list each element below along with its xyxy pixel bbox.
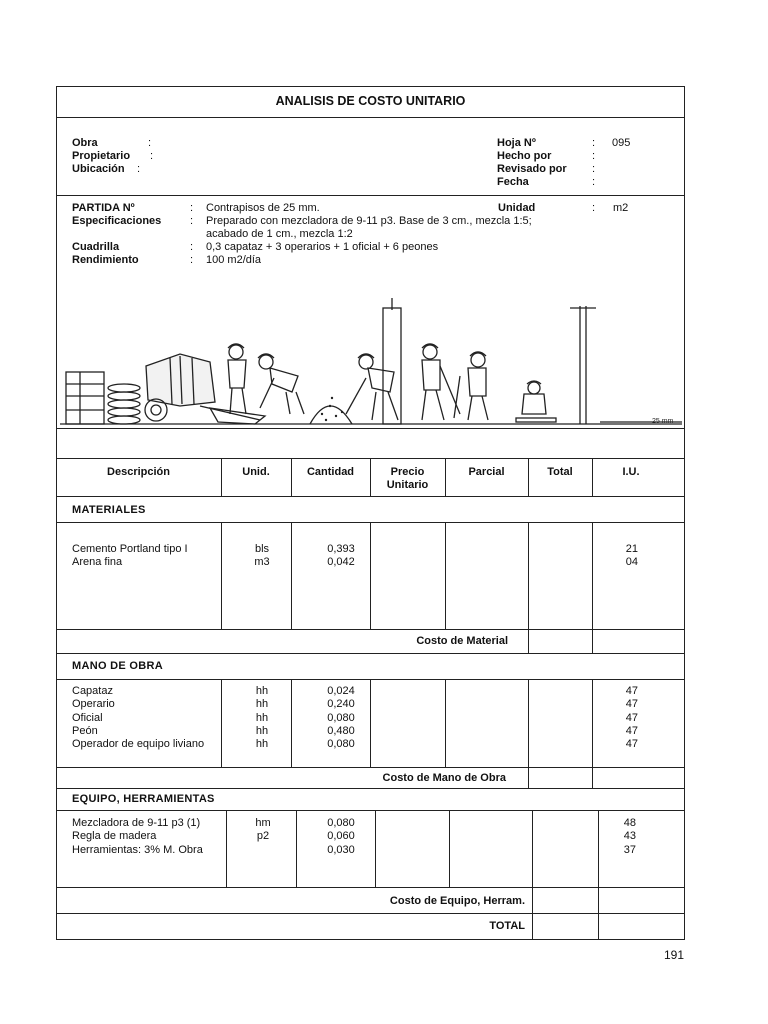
list-item: 0,080 (327, 738, 355, 751)
list-item (222, 844, 304, 857)
equipo-section-title: EQUIPO, HERRAMIENTAS (72, 793, 215, 805)
cuadrilla-value: 0,3 capataz + 3 operarios + 1 oficial + 6 peones (206, 241, 439, 253)
sheet-title: ANALISIS DE COSTO UNITARIO (275, 94, 466, 108)
list-item: 37 (623, 843, 636, 856)
divider (56, 629, 685, 630)
costo-material-label: Costo de Material (416, 635, 508, 647)
total-label: TOTAL (489, 920, 525, 932)
list-item: 47 (625, 711, 638, 724)
divider (56, 887, 685, 888)
divider (56, 810, 685, 811)
col-sep (445, 679, 446, 767)
colon: : (190, 241, 194, 253)
especificaciones-line2: acabado de 1 cm., mezcla 1:2 (206, 228, 353, 240)
partida-value: Contrapisos de 25 mm. (206, 202, 320, 214)
col-header-cantidad: Cantidad (306, 466, 355, 478)
col-sep (528, 767, 529, 788)
rendimiento-label: Rendimiento (72, 254, 139, 266)
especificaciones-line1: Preparado con mezcladora de 9-11 p3. Base de 3 cm., mezcla 1:5; (206, 215, 532, 227)
colon: : (592, 163, 596, 175)
col-header-descripcion: Descripción (107, 466, 170, 478)
col-header-parcial: Parcial (468, 466, 505, 478)
colon: : (190, 254, 194, 266)
list-item: 43 (623, 830, 636, 843)
obra-label: Obra (72, 137, 98, 149)
list-item: Arena fina (72, 556, 123, 569)
list-item: 0,024 (327, 685, 355, 697)
list-item: hh (255, 724, 269, 737)
list-item: Mezcladora de 9-11 p3 (1) (72, 817, 201, 829)
list-item: bls (254, 543, 270, 555)
divider (56, 653, 685, 654)
especificaciones-label: Especificaciones (72, 215, 162, 227)
costo-mano-de-obra-label: Costo de Mano de Obra (382, 772, 506, 784)
hoja-label: Hoja Nº (497, 137, 536, 149)
list-item: 0,030 (327, 843, 355, 856)
col-sep (221, 522, 222, 629)
col-sep (528, 679, 529, 767)
col-sep (592, 458, 593, 496)
divider (56, 117, 685, 118)
hoja-value: 095 (612, 137, 631, 149)
list-item: hh (255, 685, 269, 697)
cuadrilla-label: Cuadrilla (72, 241, 120, 253)
colon: : (592, 202, 596, 214)
list-item: Peón (72, 724, 98, 737)
list-item: 0,240 (327, 698, 355, 711)
divider (56, 428, 685, 429)
col-sep (291, 522, 292, 629)
mano-de-obra-descripciones (72, 685, 204, 751)
materiales-unidades (221, 543, 303, 570)
equipo-iu (592, 817, 636, 857)
materiales-descripciones (72, 543, 188, 570)
list-item: 47 (625, 738, 638, 751)
ubicacion-label: Ubicación (72, 163, 125, 175)
list-item: 0,480 (327, 724, 355, 737)
col-sep (449, 810, 450, 887)
col-sep (291, 458, 292, 496)
list-item: hh (255, 711, 269, 724)
unidad-label: Unidad (498, 202, 536, 214)
colon: : (137, 163, 141, 175)
rendimiento-value: 100 m2/día (206, 254, 262, 266)
list-item: 0,042 (327, 556, 355, 569)
partida-label: PARTIDA Nº (72, 202, 135, 214)
list-item: Capataz (72, 685, 113, 697)
mano-de-obra-unidades (221, 685, 303, 751)
mano-de-obra-section-title: MANO DE OBRA (72, 660, 163, 672)
colon: : (592, 176, 596, 188)
col-sep (528, 458, 529, 496)
colon: : (592, 137, 596, 149)
costo-equipo-label: Costo de Equipo, Herram. (389, 895, 525, 907)
mano-de-obra-cantidades (300, 685, 382, 751)
col-header-iu: I.U. (622, 466, 640, 478)
propietario-label: Propietario (72, 150, 131, 162)
divider (56, 496, 685, 497)
materiales-cantidades (300, 543, 382, 570)
equipo-unidades (222, 817, 304, 857)
divider (56, 788, 685, 789)
col-sep (370, 522, 371, 629)
list-item: Operario (72, 698, 115, 711)
thickness-annotation: 25 mm (652, 418, 674, 425)
col-header-precio-line1: Precio (390, 466, 425, 478)
list-item: 0,393 (327, 543, 355, 555)
list-item: Regla de madera (72, 830, 157, 843)
hecho-label: Hecho por (497, 150, 552, 162)
col-header-total: Total (547, 466, 573, 478)
fecha-label: Fecha (497, 176, 529, 188)
list-item: hh (255, 738, 269, 751)
list-item: Cemento Portland tipo I (72, 543, 188, 555)
divider (56, 913, 685, 914)
list-item: 47 (625, 698, 638, 711)
list-item: 04 (625, 556, 638, 569)
col-sep (528, 629, 529, 653)
unidad-value: m2 (613, 202, 629, 214)
col-sep (221, 458, 222, 496)
list-item: 0,080 (327, 817, 355, 829)
col-sep (445, 522, 446, 629)
divider (56, 195, 685, 196)
materiales-iu (592, 543, 638, 570)
materiales-section-title: MATERIALES (72, 504, 146, 516)
col-sep (592, 522, 593, 629)
list-item: 47 (625, 724, 638, 737)
col-header-unid: Unid. (242, 466, 270, 478)
list-item: 0,080 (327, 711, 355, 724)
list-item: p2 (256, 830, 270, 843)
colon: : (592, 150, 596, 162)
col-sep (528, 522, 529, 629)
colon: : (150, 150, 154, 162)
col-sep (370, 458, 371, 496)
list-item: Oficial (72, 711, 103, 724)
col-sep (445, 458, 446, 496)
equipo-cantidades (300, 817, 382, 857)
col-sep (532, 810, 533, 887)
colon: : (190, 202, 194, 214)
list-item: hh (255, 698, 269, 711)
list-item: 48 (623, 817, 636, 829)
list-item: 47 (625, 685, 638, 697)
construction-workers-illustration (60, 296, 682, 430)
divider (56, 767, 685, 768)
col-header-precio (370, 466, 445, 492)
list-item: m3 (254, 556, 270, 569)
col-header-precio-line2: Unitario (386, 479, 429, 491)
colon: : (148, 137, 152, 149)
list-item: hm (255, 817, 271, 829)
revisado-label: Revisado por (497, 163, 567, 175)
list-item: Herramientas: 3% M. Obra (72, 843, 203, 856)
list-item: 0,060 (327, 830, 355, 843)
colon: : (190, 215, 194, 227)
col-sep (592, 629, 593, 653)
equipo-descripciones (72, 817, 203, 857)
page-number: 191 (663, 948, 684, 962)
list-item: 21 (625, 543, 638, 555)
list-item: Operador de equipo liviano (72, 738, 205, 751)
mano-de-obra-iu (592, 685, 638, 751)
col-sep (592, 767, 593, 788)
